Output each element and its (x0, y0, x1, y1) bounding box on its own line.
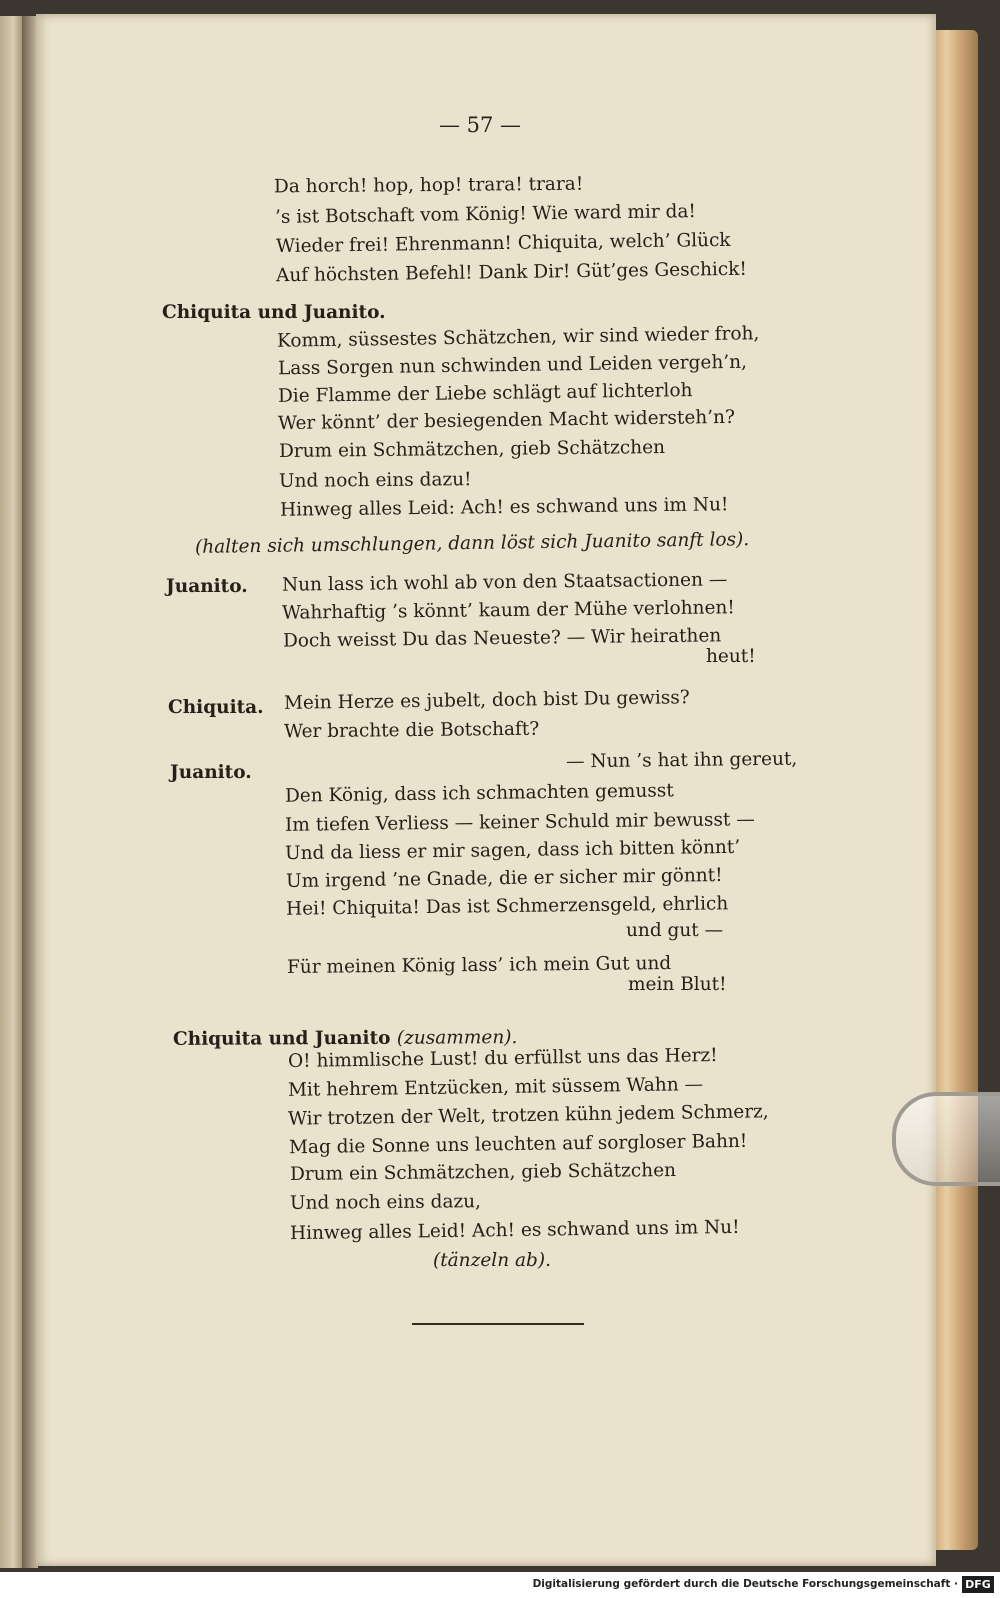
verse-line: Auf höchsten Befehl! Dank Dir! Güt’ges Geschick! (275, 258, 747, 287)
verse-line: Hei! Chiquita! Das ist Schmerzensgeld, ehrlich (285, 893, 729, 920)
speaker-label: Chiquita. (168, 697, 264, 718)
stage-direction: (halten sich umschlungen, dann löst sich Juanito sanft los). (194, 529, 750, 558)
speaker-name: Chiquita und Juanito (172, 1027, 391, 1050)
verse-line: Mein Herze es jubelt, doch bist Du gewiss? (283, 687, 690, 714)
verse-line: Wieder frei! Ehrenmann! Chiquita, welch’ Glück (275, 229, 731, 258)
verse-line: Nun lass ich wohl ab von den Staatsactionen — (281, 569, 728, 596)
verse-line: — Nun ’s hat ihn gereut, (565, 748, 798, 773)
verse-line: Da horch! hop, hop! trara! trara! (273, 173, 584, 198)
verse-line: Und noch eins dazu, (289, 1191, 482, 1214)
verse-line: Hinweg alles Leid: Ach! es schwand uns im Nu! (279, 494, 729, 521)
verse-line: mein Blut! (628, 974, 727, 995)
verse-line: Im tiefen Verliess — keiner Schuld mir bewusst — (284, 809, 755, 836)
verse-line: und gut — (626, 920, 724, 941)
speaker-label (173, 1027, 517, 1050)
verse-line: Doch weisst Du das Neueste? — Wir heirathen (282, 625, 722, 652)
verse-line: Und noch eins dazu! (278, 469, 472, 492)
verse-line: heut! (706, 646, 756, 667)
speaker-label: Juanito. (170, 762, 252, 783)
verse-line: O! himmlische Lust! du erfüllst uns das Herz! (287, 1045, 718, 1072)
verse-line: Mit hehrem Entzücken, mit süssem Wahn — (287, 1074, 704, 1101)
verse-line: Wahrhaftig ’s könnt’ kaum der Mühe verlohnen! (281, 597, 735, 624)
verse-line: Für meinen König lass’ ich mein Gut und (286, 952, 672, 979)
footer-bar (0, 1572, 1000, 1598)
speaker-label: Chiquita und Juanito. (162, 302, 386, 323)
stage-direction: (tänzeln ab). (433, 1250, 551, 1271)
verse-line: Mag die Sonne uns leuchten auf sorgloser Bahn! (288, 1130, 748, 1159)
verse-line: Lass Sorgen nun schwinden und Leiden vergeh’n, (277, 351, 748, 380)
verse-line: Den König, dass ich schmachten gemusst (284, 780, 674, 807)
verse-line: Die Flamme der Liebe schlägt auf lichterloh (277, 380, 693, 407)
closing-rule (412, 1323, 584, 1325)
verse-line: Wir trotzen der Welt, trotzen kühn jedem Schmerz, (287, 1101, 769, 1130)
speaker-label: Juanito. (166, 576, 248, 597)
verse-line: Komm, süssestes Schätzchen, wir sind wieder froh, (276, 323, 760, 352)
verse-line: Wer brachte die Botschaft? (283, 718, 540, 743)
verse-line: ’s ist Botschaft vom König! Wie ward mir da! (274, 201, 697, 228)
verse-line: Hinweg alles Leid! Ach! es schwand uns im Nu! (289, 1216, 740, 1245)
verse-line: Wer könnt’ der besiegenden Macht widersteh’n? (277, 406, 736, 435)
speaker-direction: (zusammen). (396, 1027, 518, 1049)
page-number: — 57 — (438, 113, 522, 137)
dfg-logo: DFG (962, 1576, 994, 1593)
funding-note: Digitalisierung gefördert durch die Deutsche Forschungsgemeinschaft · (532, 1578, 958, 1590)
verse-line: Drum ein Schmätzchen, gieb Schätzchen (289, 1159, 677, 1186)
verse-line: Und da liess er mir sagen, dass ich bitten könnt’ (284, 836, 741, 865)
verse-line: Um irgend ’ne Gnade, die er sicher mir gönnt! (285, 864, 723, 893)
verse-line: Drum ein Schmätzchen, gieb Schätzchen (278, 436, 666, 463)
